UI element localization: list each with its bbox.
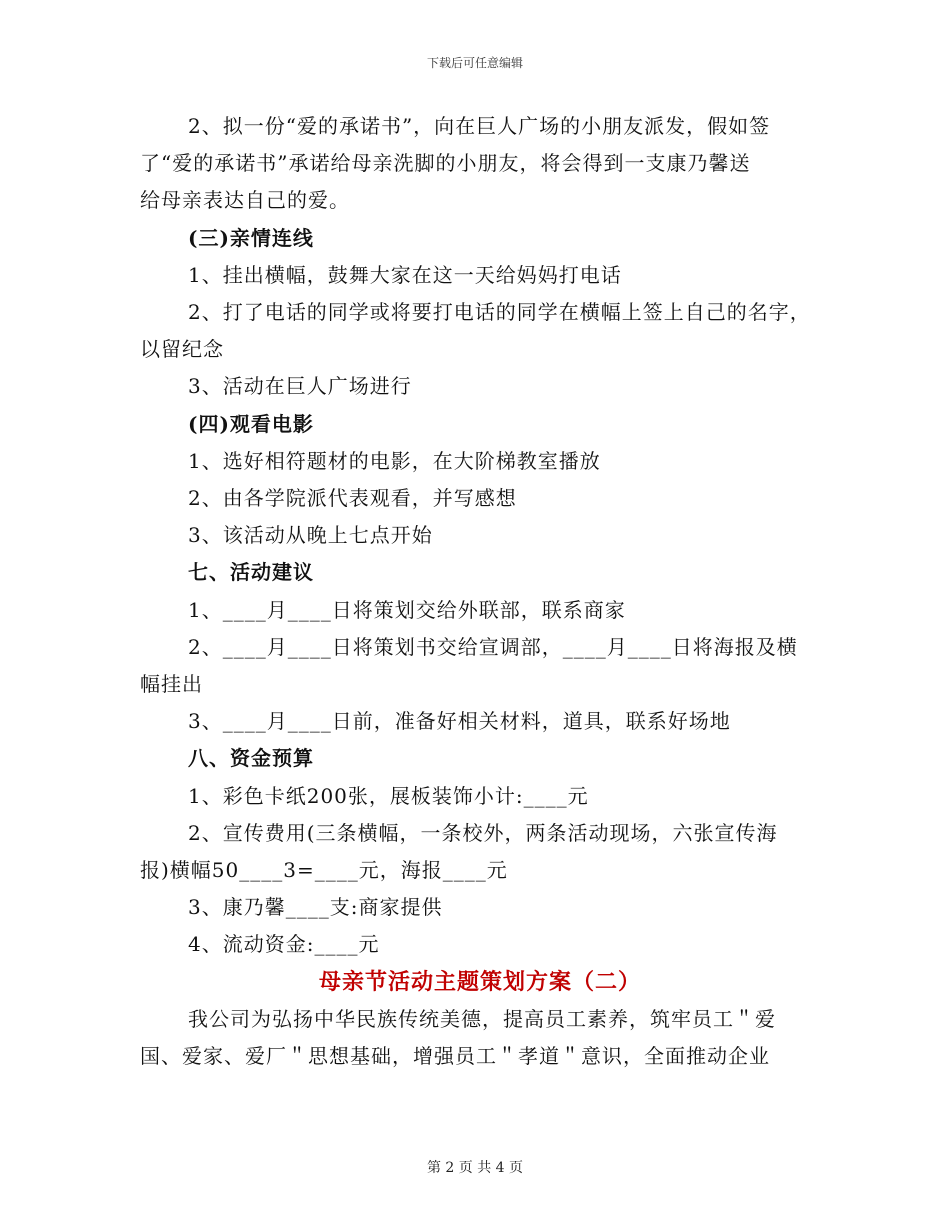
paragraph-line: 我公司为弘扬中华民族传统美德，提高员工素养，筑牢员工＂爱: [188, 1006, 776, 1031]
paragraph-line: 2、拟一份“爱的承诺书”，向在巨人广场的小朋友派发，假如签: [188, 114, 771, 138]
paragraph-line: 1、选好相符题材的电影，在大阶梯教室播放: [188, 448, 601, 473]
section-heading: 七、活动建议: [188, 560, 314, 585]
section-heading: 八、资金预算: [188, 746, 314, 771]
paragraph-line: 2、____月____日将策划书交给宣调部，____月____日将海报及横: [188, 634, 798, 659]
paragraph-line: 幅挂出: [140, 672, 203, 697]
document-body: [140, 108, 820, 1075]
paragraph-line: 3、活动在巨人广场进行: [188, 374, 412, 399]
paragraph-line: 2、打了电话的同学或将要打电话的同学在横幅上签上自己的名字，: [188, 300, 811, 325]
paragraph-line: 报)横幅50____3=____元，海报____元: [140, 858, 508, 883]
paragraph-line: 以留纪念: [140, 337, 224, 362]
paragraph-line: 3、____月____日前，准备好相关材料，道具，联系好场地: [188, 709, 731, 734]
paragraph-line: 1、挂出横幅，鼓舞大家在这一天给妈妈打电话: [188, 262, 622, 287]
page-header: 下载后可任意编辑: [426, 56, 523, 70]
paragraph-line: 2、宣传费用(三条横幅，一条校外，两条活动现场，六张宣传海: [188, 820, 778, 845]
paragraph-line: 给母亲表达自己的爱。: [140, 188, 350, 213]
document-title: 母亲节活动主题策划方案（二）: [318, 968, 641, 995]
page-footer: 第 2 页 共 4 页: [426, 1160, 524, 1176]
paragraph-line: 3、该活动从晚上七点开始: [188, 523, 433, 548]
paragraph-line: 4、流动资金:____元: [188, 932, 380, 957]
paragraph-line: 1、____月____日将策划交给外联部，联系商家: [188, 597, 626, 622]
section-heading: (三)亲情连线: [188, 225, 314, 250]
paragraph-line: 2、由各学院派代表观看，并写感想: [188, 486, 517, 511]
paragraph-line: 国、爱家、爱厂＂思想基础，增强员工＂孝道＂意识，全面推动企业: [140, 1044, 770, 1069]
section-heading: (四)观看电影: [188, 411, 314, 436]
paragraph-line: 3、康乃馨____支:商家提供: [188, 895, 443, 920]
paragraph-line: 了“爱的承诺书”承诺给母亲洗脚的小朋友，将会得到一支康乃馨送: [140, 151, 751, 176]
paragraph-line: 1、彩色卡纸200张，展板装饰小计:____元: [188, 783, 589, 808]
